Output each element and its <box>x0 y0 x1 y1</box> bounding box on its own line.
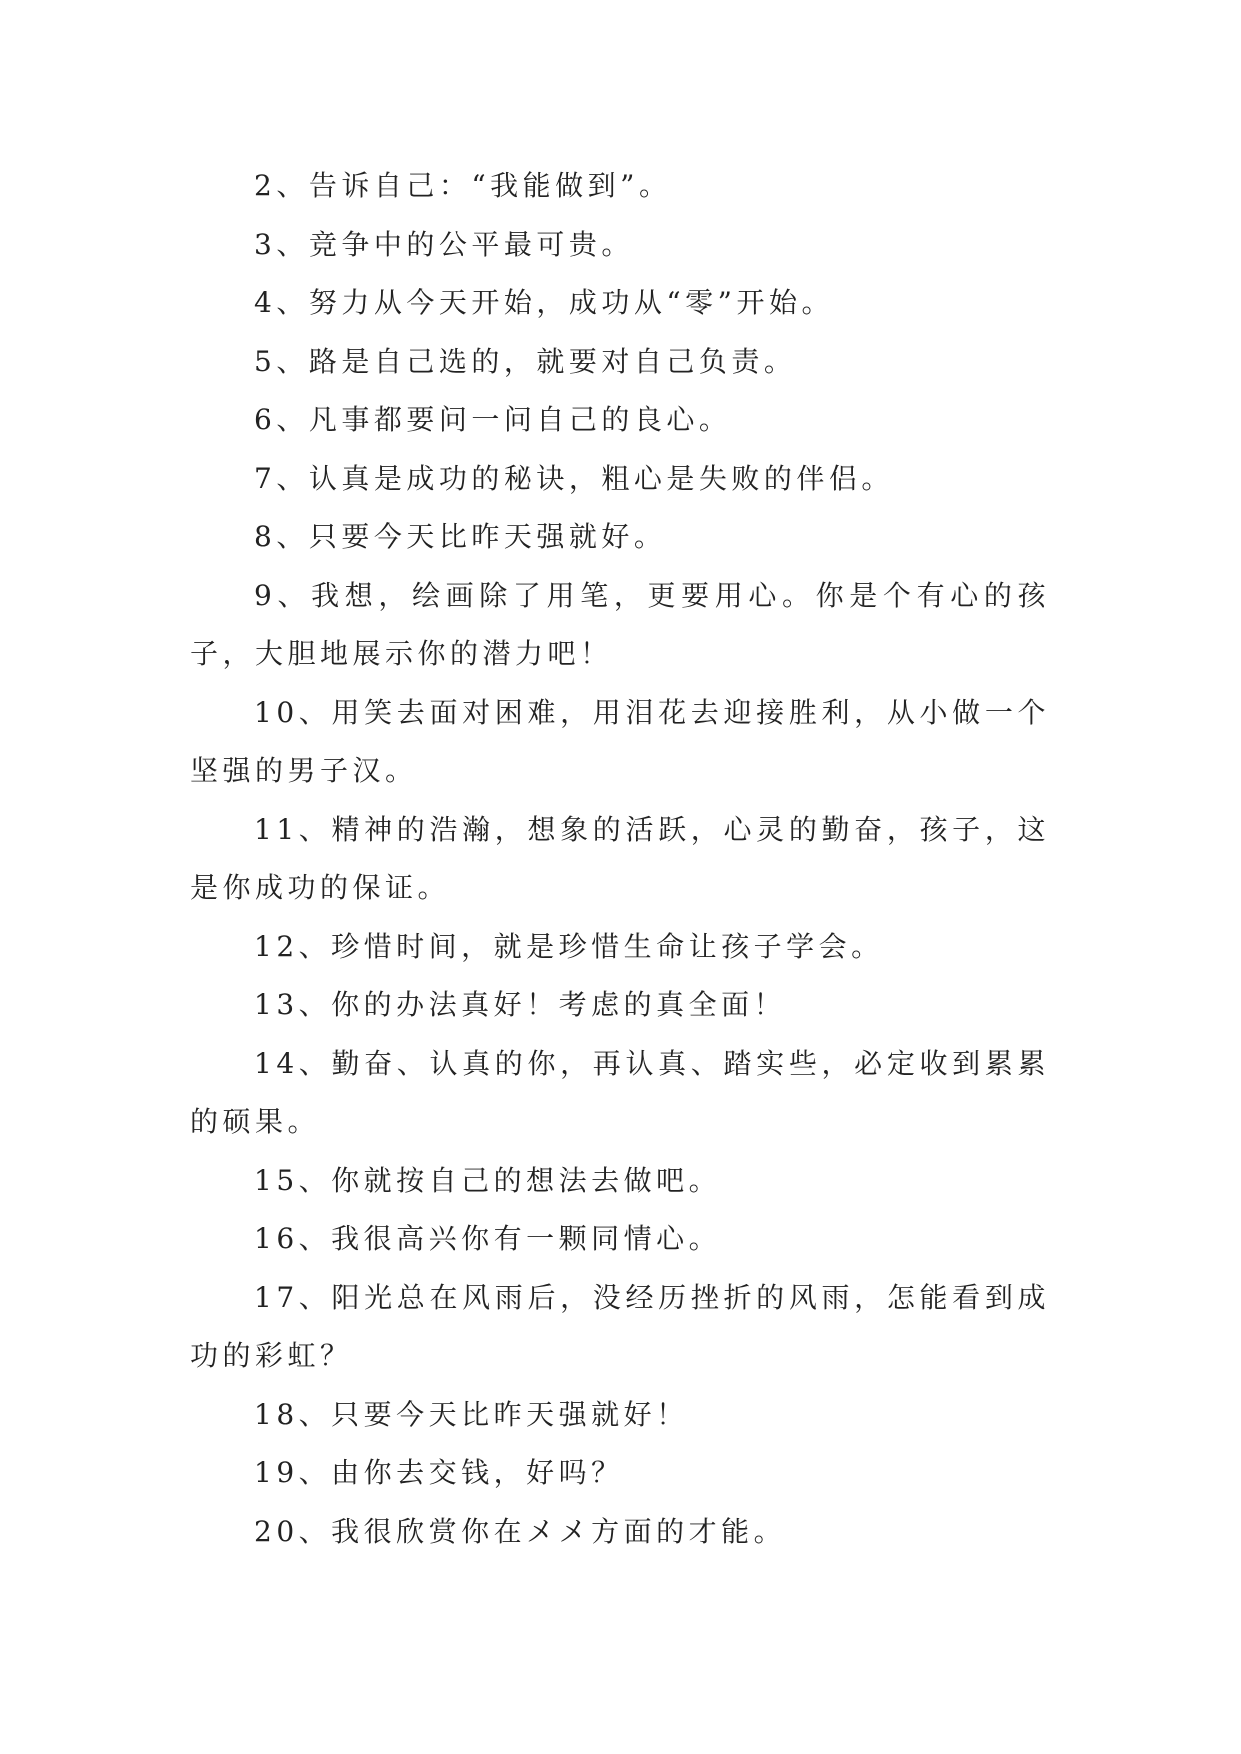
paragraph-item-14: 14、勤奋、认真的你，再认真、踏实些，必定收到累累的硕果。 <box>190 1046 1050 1138</box>
paragraph-item-18: 18、只要今天比昨天强就好！ <box>254 1397 689 1431</box>
paragraph-item-8: 8、只要今天比昨天强就好。 <box>254 520 667 553</box>
paragraph-item-12: 12、珍惜时间，就是珍惜生命让孩子学会。 <box>254 929 884 963</box>
paragraph-item-6: 6、凡事都要问一问自己的良心。 <box>254 403 732 436</box>
paragraph-item-2: 2、告诉自己：“我能做到”。 <box>254 169 672 202</box>
paragraph-item-10: 10、用笑去面对困难，用泪花去迎接胜利，从小做一个坚强的男子汉。 <box>190 695 1050 787</box>
paragraph-item-15: 15、你就按自己的想法去做吧。 <box>254 1163 722 1197</box>
paragraph-item-20: 20、我很欣赏你在メメ方面的才能。 <box>254 1514 787 1548</box>
paragraph-item-13: 13、你的办法真好！考虑的真全面！ <box>254 988 787 1021</box>
paragraph-item-3: 3、竞争中的公平最可贵。 <box>254 227 634 261</box>
paragraph-item-19: 19、由你去交钱，好吗？ <box>254 1456 624 1489</box>
paragraph-item-5: 5、路是自己选的，就要对自己负责。 <box>254 344 797 378</box>
paragraph-item-7: 7、认真是成功的秘诀，粗心是失败的伴侣。 <box>254 461 894 495</box>
paragraph-item-9: 9、我想，绘画除了用笔，更要用心。你是个有心的孩子，大胆地展示你的潜力吧！ <box>190 578 1050 670</box>
paragraph-item-16: 16、我很高兴你有一颗同情心。 <box>254 1222 722 1255</box>
paragraph-item-17: 17、阳光总在风雨后，没经历挫折的风雨，怎能看到成功的彩虹？ <box>190 1280 1050 1372</box>
paragraph-item-11: 11、精神的浩瀚，想象的活跃，心灵的勤奋，孩子，这是你成功的保证。 <box>190 812 1050 904</box>
document-body <box>190 157 1050 1561</box>
paragraph-item-4: 4、努力从今天开始，成功从“零”开始。 <box>254 286 834 319</box>
